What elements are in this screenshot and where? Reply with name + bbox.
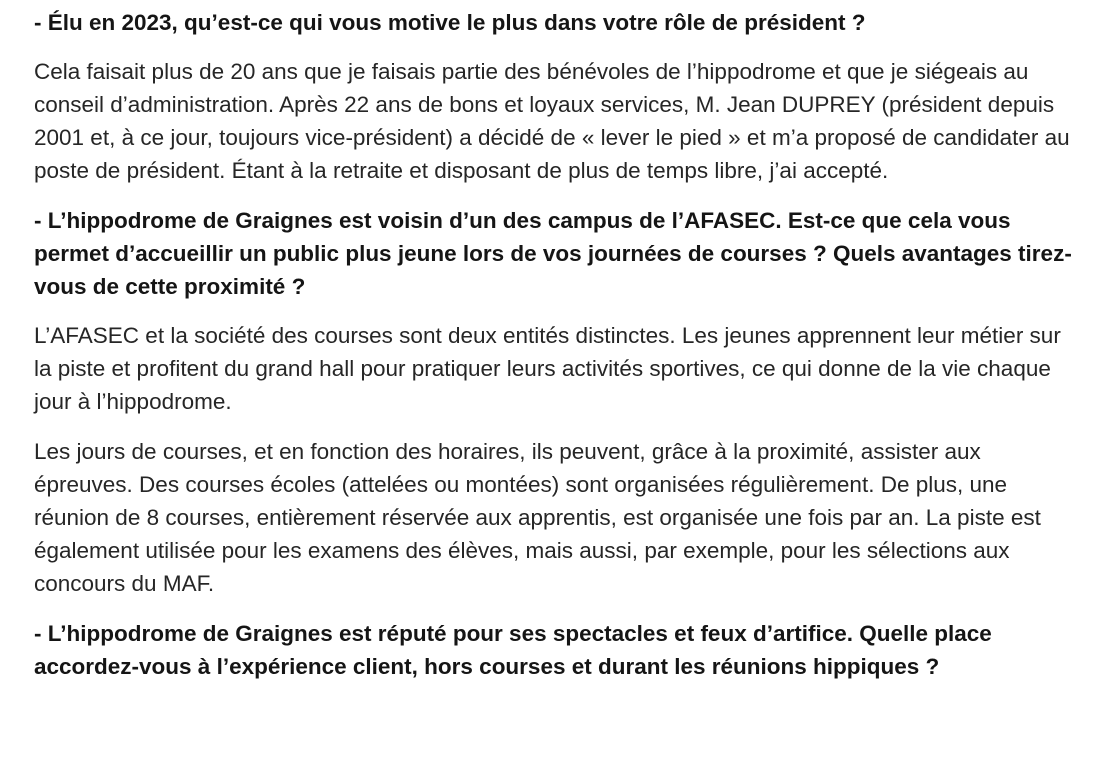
interview-answer-1: Cela faisait plus de 20 ans que je faisais partie des bénévoles de l’hippodrome et que je siégeais au conseil d’administration. Après 22 ans de bons et loyaux services, M. Jean DUPREY (président depuis 2001 et, à ce jour, toujours vice-président) a décidé de « lever le pied » et m’a proposé de candidater au poste de président. Étant à la retraite et disposant de plus de temps libre, j’ai accepté. [34, 59, 1070, 183]
interview-answer-2b: Les jours de courses, et en fonction des horaires, ils peuvent, grâce à la proximité, assister aux épreuves. Des courses écoles (attelées ou montées) sont organisées régulièrement. De plus, une réunion de 8 courses, entièrement réservée aux apprentis, est organisée une fois par an. La piste est également utilisée pour les examens des élèves, mais aussi, par exemple, pour les sélections aux concours du MAF. [34, 439, 1041, 596]
interview-question-3: - L’hippodrome de Graignes est réputé pour ses spectacles et feux d’artifice. Quelle place accordez-vous à l’expérience client, hors courses et durant les réunions hippiques ? [34, 621, 992, 679]
article-body [34, 6, 1074, 683]
interview-question-2: - L’hippodrome de Graignes est voisin d’un des campus de l’AFASEC. Est-ce que cela vous permet d’accueillir un public plus jeune lors de vos journées de courses ? Quels avantages tirez-vous de cette proximité ? [34, 208, 1072, 299]
interview-question-1: - Élu en 2023, qu’est-ce qui vous motive le plus dans votre rôle de président ? [34, 10, 866, 35]
interview-answer-2a: L’AFASEC et la société des courses sont deux entités distinctes. Les jeunes apprennent leur métier sur la piste et profitent du grand hall pour pratiquer leurs activités sportives, ce qui donne de la vie chaque jour à l’hippodrome. [34, 323, 1061, 414]
